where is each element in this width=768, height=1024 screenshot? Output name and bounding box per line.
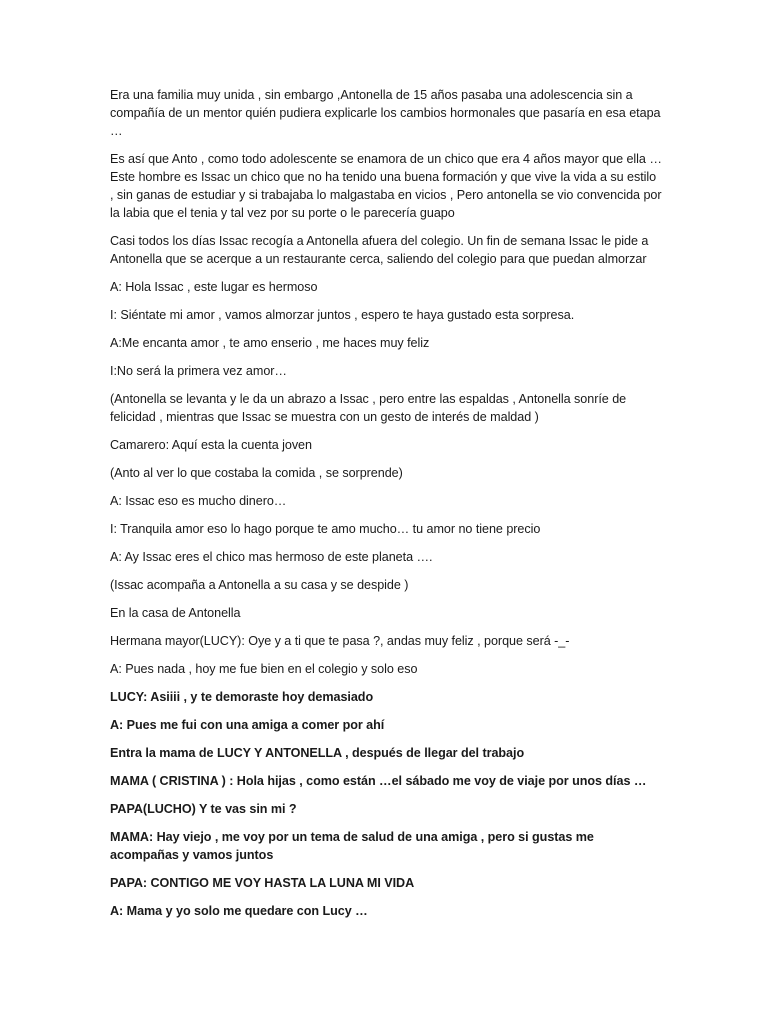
paragraph: A: Pues me fui con una amiga a comer por ahí	[110, 718, 385, 732]
paragraph: Es así que Anto , como todo adolescente se enamora de un chico que era 4 años mayor que ella … Este hombre es Issac un chico que no ha tenido una buena formación y que vive la vida a su estilo , sin ganas de estudiar y si trabajaba lo malgastaba en vicios , Pero antonella se vio convencida por la labia que el tenia y tal vez por su porte o le parecería guapo	[110, 152, 662, 220]
paragraph: LUCY: Asiiii , y te demoraste hoy demasiado	[110, 690, 374, 704]
paragraph: I: Siéntate mi amor , vamos almorzar juntos , espero te haya gustado esta sorpresa.	[110, 308, 575, 322]
paragraph: A: Hola Issac , este lugar es hermoso	[110, 280, 318, 294]
paragraph: Entra la mama de LUCY Y ANTONELLA , después de llegar del trabajo	[110, 746, 525, 760]
paragraph: Hermana mayor(LUCY): Oye y a ti que te pasa ?, andas muy feliz , porque será -_-	[110, 634, 570, 648]
paragraph: A: Pues nada , hoy me fue bien en el colegio y solo eso	[110, 662, 418, 676]
paragraph: A: Mama y yo solo me quedare con Lucy …	[110, 904, 368, 918]
paragraph: PAPA(LUCHO) Y te vas sin mi ?	[110, 802, 297, 816]
paragraph: Era una familia muy unida , sin embargo ,Antonella de 15 años pasaba una adolescencia sin a compañía de un mentor quién pudiera explicarle los cambios hormonales que pasaría en esa etapa …	[110, 88, 661, 138]
paragraph: (Antonella se levanta y le da un abrazo a Issac , pero entre las espaldas , Antonella sonríe de felicidad , mientras que Issac se muestra con un gesto de interés de maldad )	[110, 392, 627, 424]
paragraph: (Issac acompaña a Antonella a su casa y se despide )	[110, 578, 409, 592]
paragraph: A:Me encanta amor , te amo enserio , me haces muy feliz	[110, 336, 430, 350]
paragraph: Casi todos los días Issac recogía a Antonella afuera del colegio. Un fin de semana Issac le pide a Antonella que se acerque a un restaurante cerca, saliendo del colegio para que puedan almorzar	[110, 234, 649, 266]
paragraph: Camarero: Aquí esta la cuenta joven	[110, 438, 312, 452]
paragraph: I: Tranquila amor eso lo hago porque te amo mucho… tu amor no tiene precio	[110, 522, 541, 536]
paragraph: A: Issac eso es mucho dinero…	[110, 494, 287, 508]
paragraph: MAMA: Hay viejo , me voy por un tema de salud de una amiga , pero si gustas me acompañas y vamos juntos	[110, 830, 594, 862]
document-page	[110, 86, 662, 930]
paragraph: A: Ay Issac eres el chico mas hermoso de este planeta ….	[110, 550, 433, 564]
paragraph: MAMA ( CRISTINA ) : Hola hijas , como están …el sábado me voy de viaje por unos días …	[110, 774, 647, 788]
paragraph: PAPA: CONTIGO ME VOY HASTA LA LUNA MI VIDA	[110, 876, 415, 890]
paragraph: En la casa de Antonella	[110, 606, 241, 620]
paragraph: (Anto al ver lo que costaba la comida , se sorprende)	[110, 466, 403, 480]
paragraph: I:No será la primera vez amor…	[110, 364, 287, 378]
